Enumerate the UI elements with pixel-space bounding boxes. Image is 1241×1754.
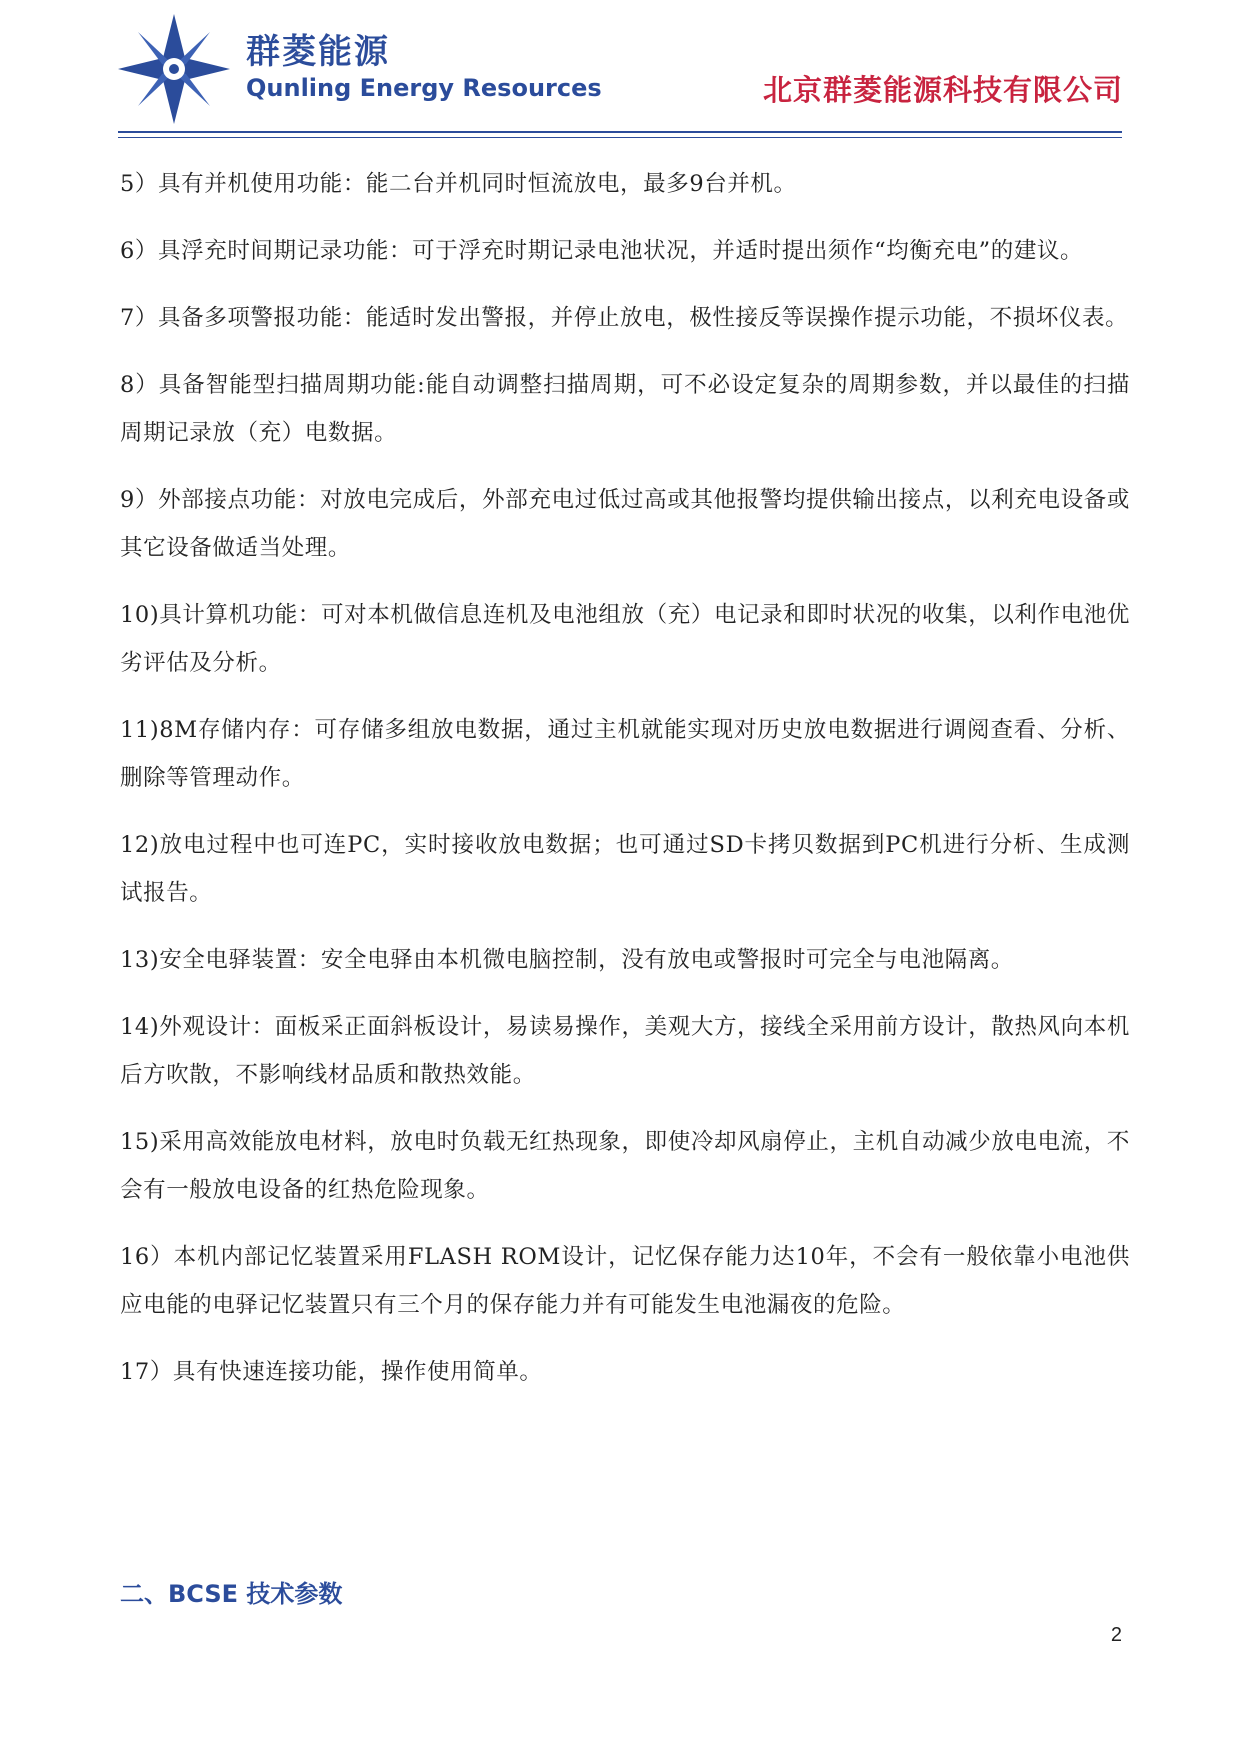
feature-paragraph: 5）具有并机使用功能：能二台并机同时恒流放电，最多9台并机。 [120,171,797,197]
logo-english-name: Qunling Energy Resources [246,74,602,102]
compass-star-logo-icon [118,14,230,124]
feature-paragraph: 7）具备多项警报功能：能适时发出警报，并停止放电，极性接反等误操作提示功能，不损坏仪表。 [120,305,1129,331]
feature-paragraph: 6）具浮充时间期记录功能：可于浮充时期记录电池状况，并适时提出须作“均衡充电”的建议。 [120,238,1084,264]
feature-paragraph: 13)安全电驿装置：安全电驿由本机微电脑控制，没有放电或警报时可完全与电池隔离。 [120,947,1014,973]
document-body [120,160,1130,1415]
feature-paragraph: 9）外部接点功能：对放电完成后，外部充电过低过高或其他报警均提供输出接点，以利充电设备或其它设备做适当处理。 [120,487,1130,561]
header-rule [118,131,1122,133]
page-number: 2 [1110,1624,1122,1646]
feature-paragraph: 11)8M存储内存：可存储多组放电数据，通过主机就能实现对历史放电数据进行调阅查看、分析、删除等管理动作。 [120,717,1130,791]
page-header [0,0,1241,140]
feature-paragraph: 17）具有快速连接功能，操作使用简单。 [120,1359,543,1385]
company-name: 北京群菱能源科技有限公司 [762,73,1123,107]
logo-chinese-name: 群菱能源 [246,32,390,72]
feature-paragraph: 10)具计算机功能：可对本机做信息连机及电池组放（充）电记录和即时状况的收集，以利作电池优劣评估及分析。 [120,602,1130,676]
feature-paragraph: 15)采用高效能放电材料，放电时负载无红热现象，即使冷却风扇停止，主机自动减少放电电流，不会有一般放电设备的红热危险现象。 [120,1129,1130,1203]
feature-paragraph: 16）本机内部记忆装置采用FLASH ROM设计，记忆保存能力达10年，不会有一般依靠小电池供应电能的电驿记忆装置只有三个月的保存能力并有可能发生电池漏夜的危险。 [120,1244,1130,1318]
feature-paragraph: 8）具备智能型扫描周期功能:能自动调整扫描周期，可不必设定复杂的周期参数，并以最佳的扫描周期记录放（充）电数据。 [120,372,1130,446]
feature-paragraph: 12)放电过程中也可连PC，实时接收放电数据；也可通过SD卡拷贝数据到PC机进行分析、生成测试报告。 [120,832,1130,906]
section-heading: 二、BCSE 技术参数 [120,1580,343,1608]
header-rule-thin [118,137,1122,138]
feature-paragraph: 14)外观设计：面板采正面斜板设计，易读易操作，美观大方，接线全采用前方设计，散热风向本机后方吹散，不影响线材品质和散热效能。 [120,1014,1130,1088]
